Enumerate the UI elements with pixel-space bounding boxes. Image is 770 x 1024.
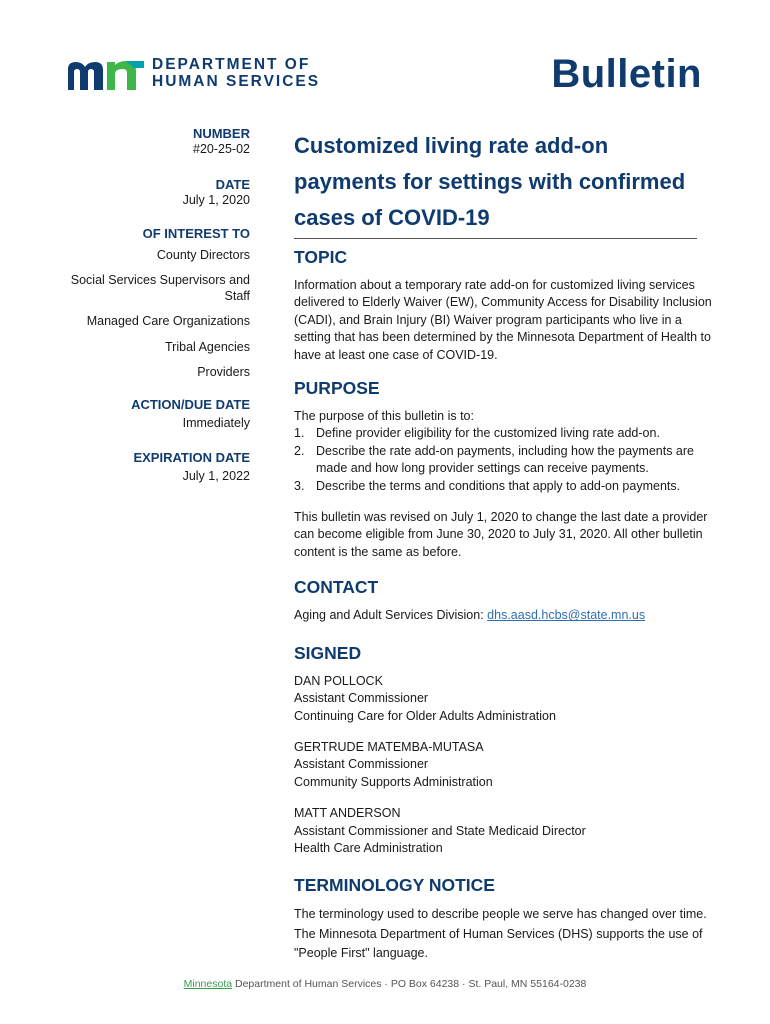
bulletin-meta [60,126,250,498]
revision-note: This bulletin was revised on July 1, 2020 to change the last date a provider can become eligible from June 30, 2020 to July 31, 2020. All other bulletin content is the same as before. [294,510,708,559]
dept-line-1: DEPARTMENT OF [152,56,311,73]
interest-label: OF INTEREST TO [142,226,250,241]
action-label: ACTION/DUE DATE [131,397,250,412]
contact-line [294,607,714,624]
action-block [60,397,250,431]
list-item [294,443,714,478]
purpose-heading: PURPOSE [294,378,380,399]
expiration-block [60,450,250,484]
page-footer [0,978,770,990]
purpose-list [294,425,714,495]
signer-org: Continuing Care for Older Adults Administration [294,708,556,723]
dept-line-2: HUMAN SERVICES [152,73,321,90]
date-block [60,177,250,208]
interest-item: Tribal Agencies [165,340,250,354]
expiration-label: EXPIRATION DATE [133,450,250,465]
interest-item: County Directors [156,248,250,262]
signer [294,673,714,725]
list-number: 3. [294,478,305,493]
contact-prefix: Aging and Adult Services Division: [294,608,488,623]
list-text: Define provider eligibility for the customized living rate add-on. [316,426,660,441]
department-name [152,56,320,90]
contact-heading: CONTACT [294,577,379,598]
signer-title: Assistant Commissioner [294,757,429,772]
signer [294,805,714,857]
list-text: Describe the rate add-on payments, including how the payments are made and how long provider settings can receive payments. [316,443,694,476]
action-value: Immediately [182,416,250,430]
list-number: 1. [294,426,305,441]
signer-org: Community Supports Administration [294,774,493,789]
bulletin-body [294,128,714,964]
signer-title: Assistant Commissioner [294,691,429,706]
purpose-intro: The purpose of this bulletin is to: [294,409,474,424]
expiration-value: July 1, 2022 [182,469,250,483]
number-block [60,126,250,157]
signer-title: Assistant Commissioner and State Medicaid Director [294,823,586,838]
topic-text: Information about a temporary rate add-on for customized living services delivered to Elderly Waiver (EW), Community Access for Disability Inclusion (CADI), and Brain Injury (BI) Waiver program participants who live in a setting that has been determined by the Minnesota Department of Health to have at least one case of COVID-19. [294,278,712,362]
terminology-heading: TERMINOLOGY NOTICE [294,875,495,896]
footer-address: Department of Human Services · PO Box 64238 · St. Paul, MN 55164-0238 [232,978,587,990]
title-divider [294,238,697,239]
date-value: July 1, 2020 [182,193,250,207]
interest-block [60,226,250,380]
signed-heading: SIGNED [294,642,362,663]
list-item [294,478,714,495]
number-label: NUMBER [192,126,250,141]
interest-item: Providers [197,365,250,379]
topic-heading: TOPIC [294,247,348,267]
list-number: 2. [294,443,305,458]
contact-email-link[interactable]: dhs.aasd.hcbs@state.mn.us [487,608,646,623]
signer-name: DAN POLLOCK [294,673,383,688]
interest-item: Social Services Supervisors and Staff [70,273,250,303]
number-value: #20-25-02 [193,142,250,156]
dhs-logo [68,56,343,96]
minnesota-link[interactable]: Minnesota [183,978,233,990]
signer-name: GERTRUDE MATEMBA-MUTASA [294,739,484,754]
list-text: Describe the terms and conditions that apply to add-on payments. [316,478,681,493]
bulletin-heading: Bulletin [551,52,702,96]
signer [294,739,714,791]
date-label: DATE [215,177,250,192]
interest-item: Managed Care Organizations [86,314,250,328]
signer-name: MATT ANDERSON [294,806,401,821]
mn-logo-icon [68,60,144,90]
list-item [294,425,714,442]
bulletin-title: Customized living rate add-on payments for settings with confirmed cases of COVID-19 [294,133,686,230]
terminology-text: The terminology used to describe people we serve has changed over time. The Minnesota Department of Human Services (DHS) supports the use of "People First" language. [294,907,707,961]
signer-org: Health Care Administration [294,840,443,855]
